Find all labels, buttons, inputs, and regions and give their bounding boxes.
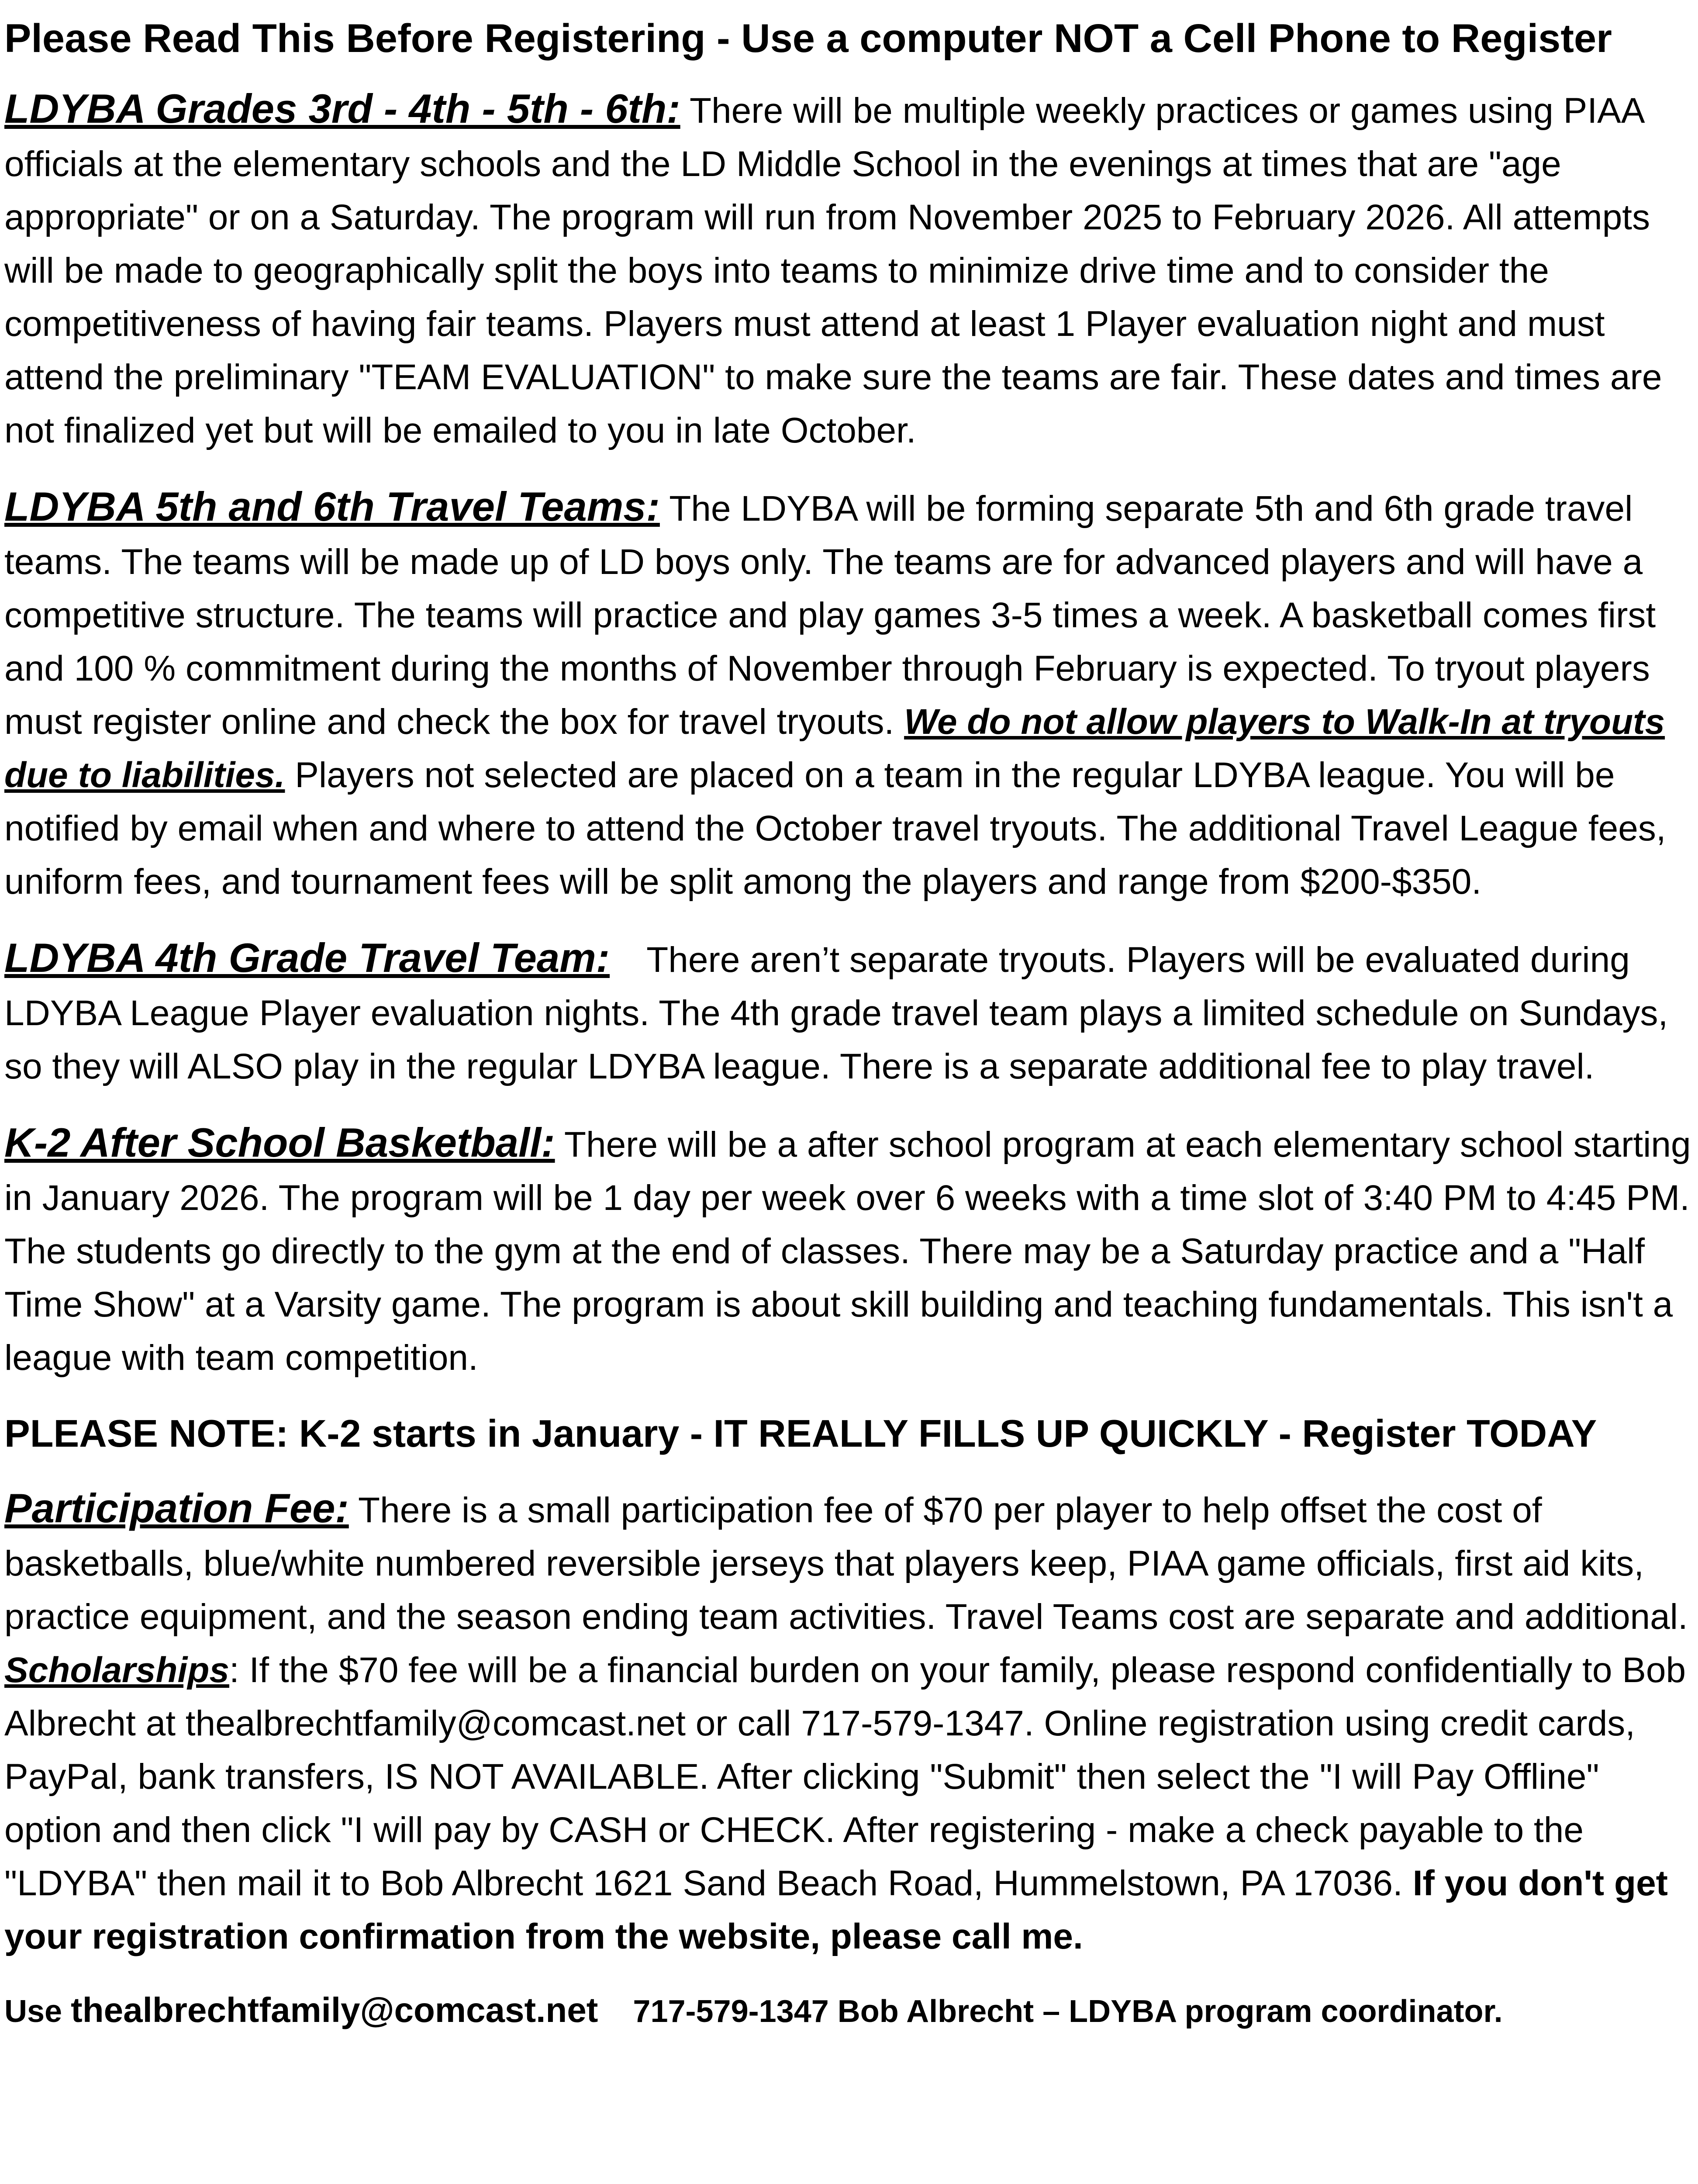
footer-prefix: Use [4,1994,62,2029]
section-travel-5-6-heading: LDYBA 5th and 6th Travel Teams: [4,484,660,529]
section-fee [4,1482,1694,1963]
footer-contact-info: 717-579-1347 Bob Albrecht – LDYBA program coordinator. [633,1994,1503,2029]
section-k2 [4,1116,1694,1385]
section-travel-4 [4,931,1694,1093]
k2-note: PLEASE NOTE: K-2 starts in January - IT REALLY FILLS UP QUICKLY - Register TODAY [4,1412,1597,1455]
section-fee-text-1: There is a small participation fee of $70 per player to help offset the cost of basketballs, blue/white numbered reversible jerseys that players keep, PIAA game officials, first aid kits, practice equipment, and the season ending team activities. Travel Teams cost are separate and additional. [4,1490,1688,1637]
section-grades-text: There will be multiple weekly practices or games using PIAA officials at the elementary schools and the LD Middle School in the evenings at times that are "age appropriate" or on a Saturday. The program will run from November 2025 to February 2026. All attempts will be made to geographically split the boys into teams to minimize drive time and to consider the competitiveness of having fair teams. Players must attend at least 1 Player evaluation night and must attend the preliminary "TEAM EVALUATION" to make sure the teams are fair. These dates and times are not finalized yet but will be emailed to you in late October. [4,91,1662,450]
page-title: Please Read This Before Registering - Use a computer NOT a Cell Phone to Register [4,16,1612,61]
section-travel-4-heading: LDYBA 4th Grade Travel Team: [4,935,610,981]
footer-email: thealbrechtfamily@comcast.net [71,1990,598,2029]
section-travel-5-6-text-2: Players not selected are placed on a team in the regular LDYBA league. You will be notified by email when and where to attend the October travel tryouts. The additional Travel League fees, uniform fees, and tournament fees will be split among the players and range from $200-$350. [4,755,1666,902]
confirmation-note: If you don't get your registration confirmation from the website, please call me. [4,1863,1668,1956]
section-grades [4,82,1694,457]
section-fee-text-2: : If the $70 fee will be a financial burden on your family, please respond confidentially to Bob Albrecht at thealbrechtfamily@comcast.net or call 717-579-1347. Online registration using credit cards, PayPal, bank transfers, IS NOT AVAILABLE. After clicking "Submit" then select the "I will Pay Offline" option and then click "I will pay by CASH or CHECK. After registering - make a check payable to the "LDYBA" then mail it to Bob Albrecht 1621 Sand Beach Road, Hummelstown, PA 17036. [4,1650,1686,1903]
section-travel-5-6 [4,480,1694,909]
section-travel-4-text: There aren’t separate tryouts. Players will be evaluated during LDYBA League Player evaluation nights. The 4th grade travel team plays a limited schedule on Sundays, so they will ALSO play in the regular LDYBA league. There is a separate additional fee to play travel. [4,940,1668,1086]
section-k2-text: There will be a after school program at each elementary school starting in January 2026. The program will be 1 day per week over 6 weeks with a time slot of 3:40 PM to 4:45 PM. The students go directly to the gym at the end of classes. There may be a Saturday practice and a "Half Time Show" at a Varsity game. The program is about skill building and teaching fundamentals. This isn't a league with team competition. [4,1125,1691,1378]
section-k2-heading: K-2 After School Basketball: [4,1120,555,1165]
section-travel-5-6-text-1: The LDYBA will be forming separate 5th and 6th grade travel teams. The teams will be made up of LD boys only. The teams are for advanced players and will have a competitive structure. The teams will practice and play games 3-5 times a week. A basketball comes first and 100 % commitment during the months of November through February is expected. To tryout players must register online and check the box for travel tryouts. [4,489,1656,742]
walk-in-warning: We do not allow players to Walk-In at tryouts due to liabilities. [4,702,1665,795]
scholarships-label: Scholarships [4,1650,229,1690]
footer-contact [4,1986,1694,2035]
section-fee-heading: Participation Fee: [4,1485,349,1531]
section-grades-heading: LDYBA Grades 3rd - 4th - 5th - 6th: [4,86,680,131]
